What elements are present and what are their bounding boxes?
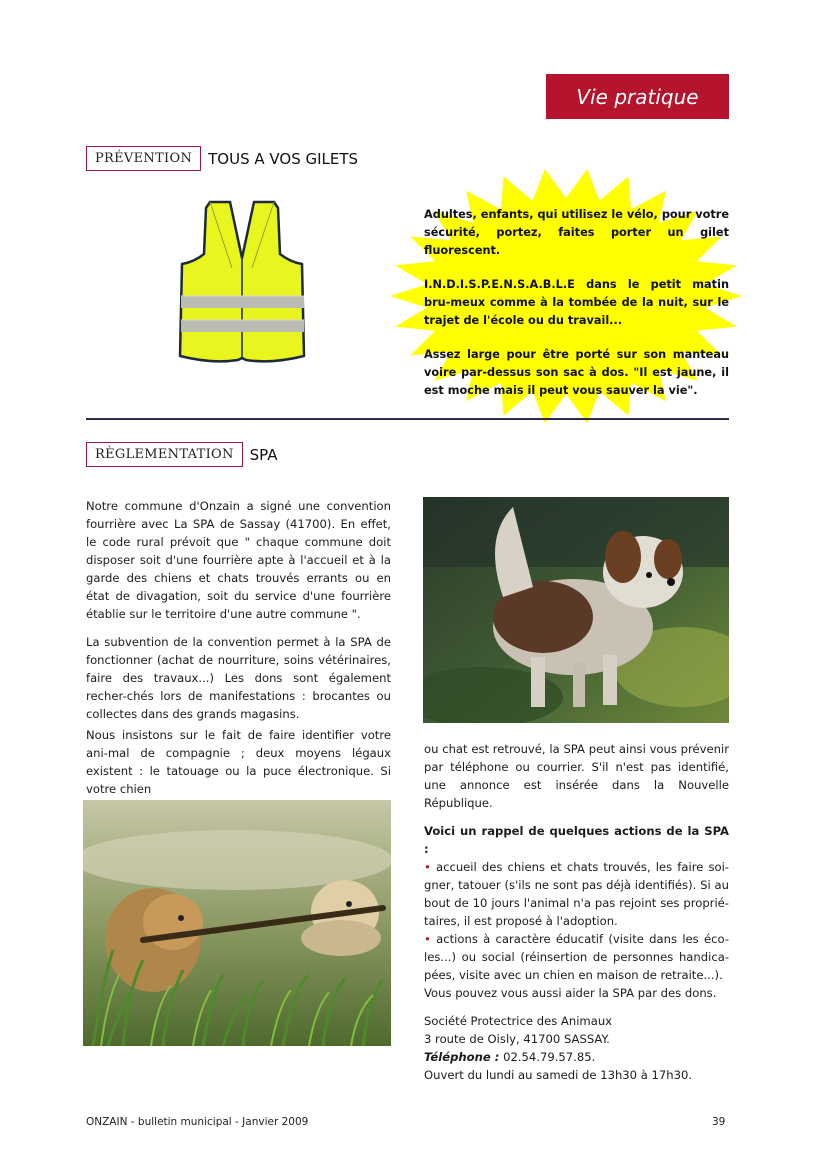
phone-value: 02.54.79.57.85. (499, 1050, 596, 1064)
reglementation-label: RÈGLEMENTATION (86, 442, 243, 467)
bullet-icon: • (424, 860, 431, 874)
section-header-tag (546, 74, 729, 119)
action-item-text: accueil des chiens et chats trouvés, les faire soi-gner, tatouer (s'ils ne sont pas déjà identifiés). Si au bout de 10 jours l'animal n'a pas rejoint ses proprié-taires, il est proposé à l'adoption. (424, 860, 729, 928)
spa-left-column (86, 497, 391, 733)
reglementation-title: SPA (249, 445, 278, 464)
action-item (424, 930, 729, 984)
spa-right-column (424, 740, 729, 1084)
burst-paragraph: Assez large pour être porté sur son manteau voire par-dessus son sac à dos. "Il est jaune, il est moche mais il peut vous sauver la vie". (424, 348, 729, 397)
phone-label: Téléphone : (424, 1050, 500, 1064)
opening-hours: Ouvert du lundi au samedi de 13h30 à 17h30. (424, 1068, 693, 1082)
burst-paragraph: Adultes, enfants, qui utilisez le vélo, pour votre sécurité, portez, faites porter un gilet fluorescent. (424, 208, 729, 257)
prevention-heading (86, 146, 358, 171)
action-item (424, 858, 729, 930)
body-paragraph: La subvention de la convention permet à la SPA de fonctionner (achat de nourriture, soins vétérinaires, faire des travaux...) Les dons sont également recher-chés lors de manifestations : brocantes ou collectes dans des grands magasins. (86, 635, 391, 721)
burst-paragraph: I.N.D.I.S.P.E.N.S.A.B.L.E dans le petit matin bru-meux comme à la tombée de la nuit, sur le trajet de l'école ou du travail... (424, 278, 729, 327)
actions-heading: Voici un rappel de quelques actions de la SPA : (424, 824, 729, 856)
spa-left-column-tail (86, 726, 391, 808)
safety-vest-image (172, 198, 312, 366)
help-line: Vous pouvez vous aussi aider la SPA par des dons. (424, 986, 717, 1000)
prevention-label: PRÉVENTION (86, 146, 201, 171)
contact-address: 3 route de Oisly, 41700 SASSAY. (424, 1032, 610, 1046)
footer-publication: ONZAIN - bulletin municipal - Janvier 2009 (86, 1116, 309, 1128)
header-tag-label: Vie pratique (576, 84, 699, 109)
bullet-icon: • (424, 932, 431, 946)
body-paragraph: Nous insistons sur le fait de faire identifier votre ani-mal de compagnie ; deux moyens légaux existent : le tatouage ou la puce électronique. Si votre chien (86, 728, 391, 796)
contact-phone (424, 1048, 729, 1066)
section-divider (86, 418, 729, 420)
starburst-text (424, 206, 729, 416)
puppy-photo (423, 497, 729, 723)
reglementation-heading (86, 442, 278, 467)
dogs-in-river-photo (83, 800, 391, 1046)
action-item-text: actions à caractère éducatif (visite dans les éco-les...) ou social (réinsertion de personnes handica-pées, visite avec un chien en maison de retraite...). (424, 932, 730, 982)
prevention-title: TOUS A VOS GILETS (208, 149, 359, 168)
contact-name: Société Protectrice des Animaux (424, 1014, 613, 1028)
body-paragraph: ou chat est retrouvé, la SPA peut ainsi vous prévenir par téléphone ou courrier. S'il n'est pas identifié, une annonce est insérée dans la Nouvelle République. (424, 742, 729, 810)
page-number: 39 (712, 1116, 726, 1128)
body-paragraph: Notre commune d'Onzain a signé une convention fourrière avec La SPA de Sassay (41700). En effet, le code rural prévoit que " chaque commune doit disposer soit d'une fourrière apte à l'accueil et à la garde des chiens et chats trouvés errants ou en état de divagation, soit du service d'une fourrière établie sur le territoire d'une autre commune ". (86, 499, 391, 621)
